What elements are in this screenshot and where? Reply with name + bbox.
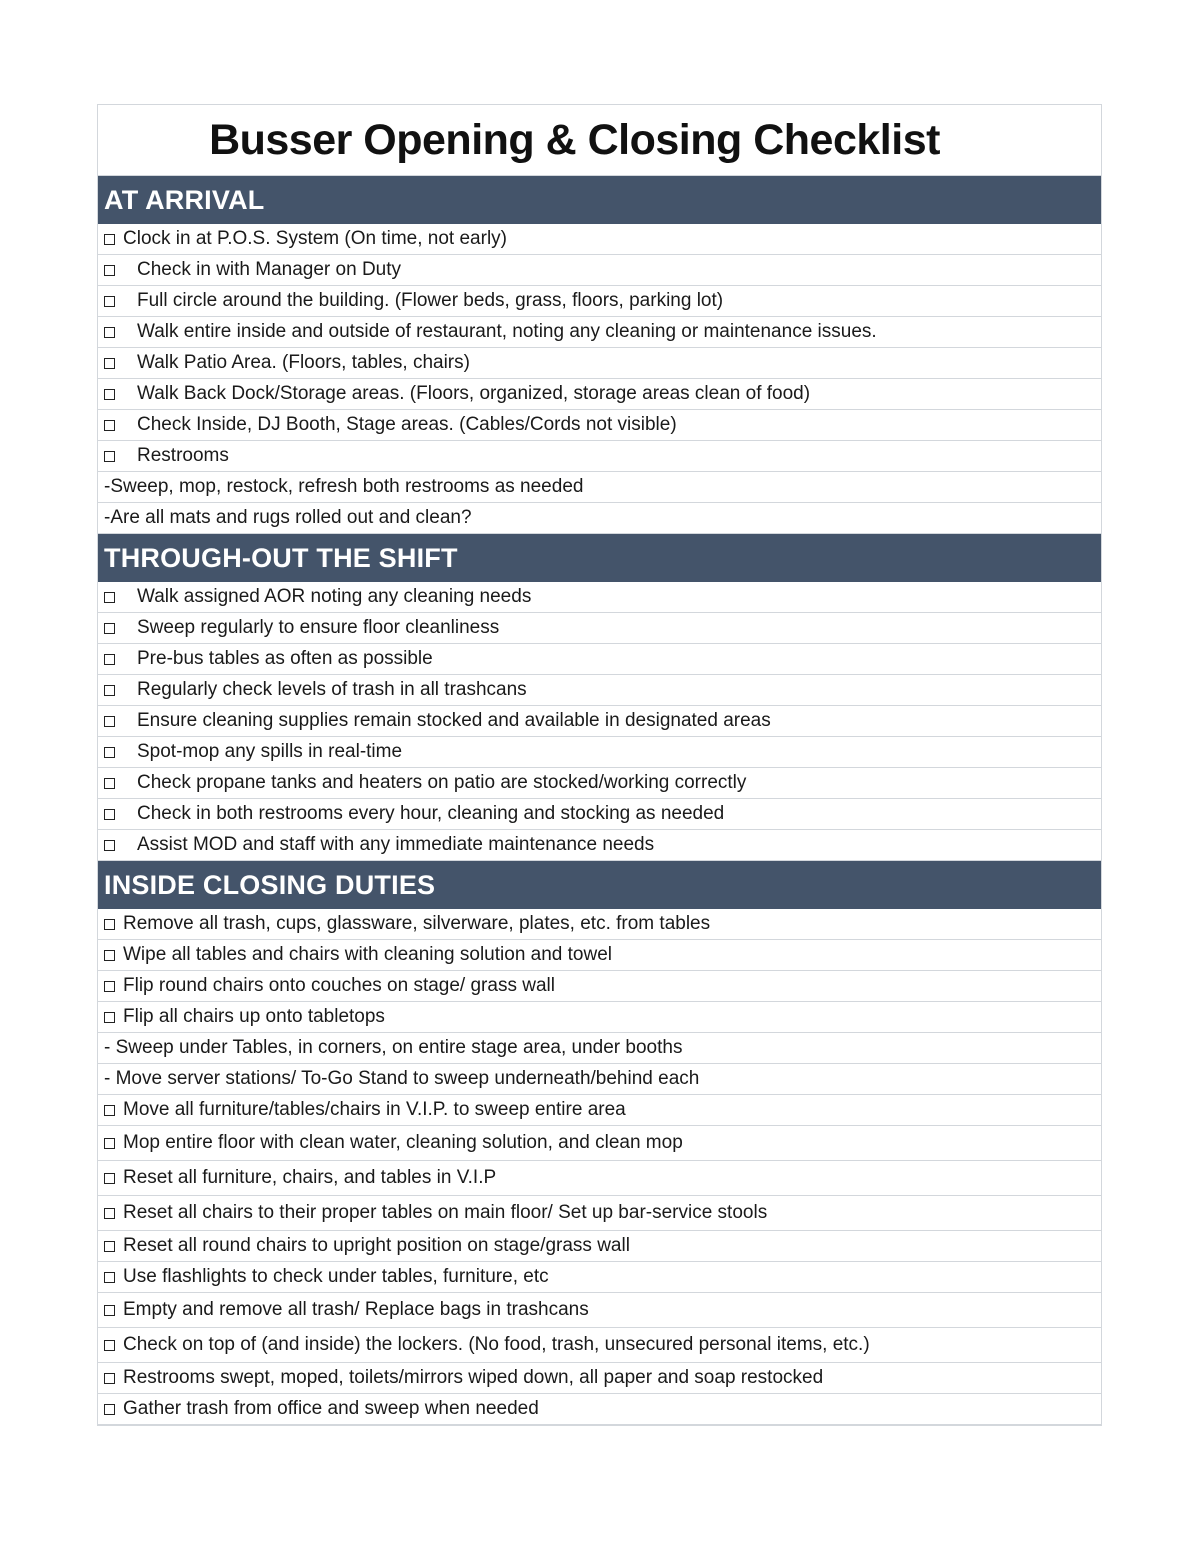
checklist-item[interactable] [98,1002,1101,1033]
checklist-sections [98,176,1101,1425]
item-text: Reset all round chairs to upright position on stage/grass wall [123,1235,630,1256]
checklist-item[interactable] [98,224,1101,255]
checklist-item[interactable] [98,940,1101,971]
item-text: Check propane tanks and heaters on patio are stocked/working correctly [137,772,747,793]
checklist-item[interactable] [98,613,1101,644]
checklist-note [98,472,1101,503]
checklist-item[interactable] [98,1262,1101,1293]
checkbox-icon[interactable] [104,1208,115,1219]
checklist-item[interactable] [98,441,1101,472]
item-text: Flip all chairs up onto tabletops [123,1006,385,1027]
item-text: Spot-mop any spills in real-time [137,741,403,762]
checkbox-icon[interactable] [104,809,115,820]
checklist-item[interactable] [98,1126,1101,1161]
checklist-item[interactable] [98,1328,1101,1363]
title-row [98,105,1101,176]
section-header: THROUGH-OUT THE SHIFT [98,534,1101,582]
checkbox-icon[interactable] [104,623,115,634]
item-text: Regularly check levels of trash in all trashcans [137,679,527,700]
item-text: Sweep regularly to ensure floor cleanliness [137,617,500,638]
checklist-sheet [97,104,1102,1426]
item-text: Empty and remove all trash/ Replace bags in trashcans [123,1299,589,1320]
checkbox-icon[interactable] [104,654,115,665]
checkbox-icon[interactable] [104,1173,115,1184]
item-text: Check on top of (and inside) the lockers. (No food, trash, unsecured personal items, etc.) [123,1334,870,1355]
item-text: Mop entire floor with clean water, cleaning solution, and clean mop [123,1132,683,1153]
checklist-item[interactable] [98,255,1101,286]
checklist-item[interactable] [98,348,1101,379]
item-text: Gather trash from office and sweep when needed [123,1398,539,1419]
checklist-item[interactable] [98,1394,1101,1425]
checkbox-icon[interactable] [104,358,115,369]
section-header: INSIDE CLOSING DUTIES [98,861,1101,909]
checklist-item[interactable] [98,379,1101,410]
checkbox-icon[interactable] [104,592,115,603]
item-text: Clock in at P.O.S. System (On time, not early) [123,228,507,249]
checklist-item[interactable] [98,706,1101,737]
checklist-item[interactable] [98,830,1101,861]
item-text: Remove all trash, cups, glassware, silverware, plates, etc. from tables [123,913,711,934]
checkbox-icon[interactable] [104,919,115,930]
item-text: Ensure cleaning supplies remain stocked and available in designated areas [137,710,771,731]
item-text: Walk assigned AOR noting any cleaning needs [137,586,532,607]
item-text: Move all furniture/tables/chairs in V.I.P. to sweep entire area [123,1099,626,1120]
checkbox-icon[interactable] [104,1272,115,1283]
checklist-item[interactable] [98,909,1101,940]
item-text: Walk entire inside and outside of restaurant, noting any cleaning or maintenance issues. [137,321,877,342]
checklist-item[interactable] [98,1293,1101,1328]
checklist-item[interactable] [98,768,1101,799]
item-text: Walk Patio Area. (Floors, tables, chairs) [137,352,470,373]
item-text: Full circle around the building. (Flower beds, grass, floors, parking lot) [137,290,724,311]
checklist-item[interactable] [98,1161,1101,1196]
checkbox-icon[interactable] [104,1305,115,1316]
page-title: Busser Opening & Closing Checklist [209,115,940,164]
checkbox-icon[interactable] [104,1404,115,1415]
checkbox-icon[interactable] [104,265,115,276]
checklist-item[interactable] [98,1231,1101,1262]
checklist-note [98,1064,1101,1095]
item-text: -Sweep, mop, restock, refresh both restrooms as needed [104,476,584,497]
checkbox-icon[interactable] [104,716,115,727]
item-text: Reset all chairs to their proper tables on main floor/ Set up bar-service stools [123,1202,768,1223]
checkbox-icon[interactable] [104,234,115,245]
checkbox-icon[interactable] [104,451,115,462]
checklist-item[interactable] [98,675,1101,706]
checklist-item[interactable] [98,799,1101,830]
checklist-note [98,1033,1101,1064]
checklist-item[interactable] [98,644,1101,675]
checklist-item[interactable] [98,286,1101,317]
item-text: Restrooms swept, moped, toilets/mirrors wiped down, all paper and soap restocked [123,1367,824,1388]
checkbox-icon[interactable] [104,685,115,696]
item-text: Use flashlights to check under tables, furniture, etc [123,1266,549,1287]
item-text: - Move server stations/ To-Go Stand to sweep underneath/behind each [104,1068,700,1089]
checklist-note [98,503,1101,534]
checkbox-icon[interactable] [104,327,115,338]
checkbox-icon[interactable] [104,950,115,961]
checkbox-icon[interactable] [104,1340,115,1351]
item-text: - Sweep under Tables, in corners, on entire stage area, under booths [104,1037,683,1058]
checkbox-icon[interactable] [104,981,115,992]
checkbox-icon[interactable] [104,1012,115,1023]
section-header: AT ARRIVAL [98,176,1101,224]
checklist-item[interactable] [98,317,1101,348]
checkbox-icon[interactable] [104,1241,115,1252]
checklist-item[interactable] [98,1095,1101,1126]
checklist-item[interactable] [98,1363,1101,1394]
item-text: Check in both restrooms every hour, cleaning and stocking as needed [137,803,725,824]
item-text: -Are all mats and rugs rolled out and clean? [104,507,472,528]
item-text: Wipe all tables and chairs with cleaning solution and towel [123,944,612,965]
item-text: Check in with Manager on Duty [137,259,402,280]
checkbox-icon[interactable] [104,1138,115,1149]
checkbox-icon[interactable] [104,1373,115,1384]
checklist-item[interactable] [98,1196,1101,1231]
checklist-item[interactable] [98,582,1101,613]
item-text: Flip round chairs onto couches on stage/ grass wall [123,975,555,996]
item-text: Assist MOD and staff with any immediate maintenance needs [137,834,655,855]
item-text: Check Inside, DJ Booth, Stage areas. (Cables/Cords not visible) [137,414,677,435]
checkbox-icon[interactable] [104,296,115,307]
checkbox-icon[interactable] [104,778,115,789]
checkbox-icon[interactable] [104,840,115,851]
checkbox-icon[interactable] [104,1105,115,1116]
checklist-item[interactable] [98,971,1101,1002]
checkbox-icon[interactable] [104,389,115,400]
item-text: Pre-bus tables as often as possible [137,648,433,669]
checkbox-icon[interactable] [104,420,115,431]
checkbox-icon[interactable] [104,747,115,758]
checklist-item[interactable] [98,410,1101,441]
checklist-item[interactable] [98,737,1101,768]
item-text: Walk Back Dock/Storage areas. (Floors, organized, storage areas clean of food) [137,383,811,404]
item-text: Reset all furniture, chairs, and tables in V.I.P [123,1167,497,1188]
item-text: Restrooms [137,445,229,466]
